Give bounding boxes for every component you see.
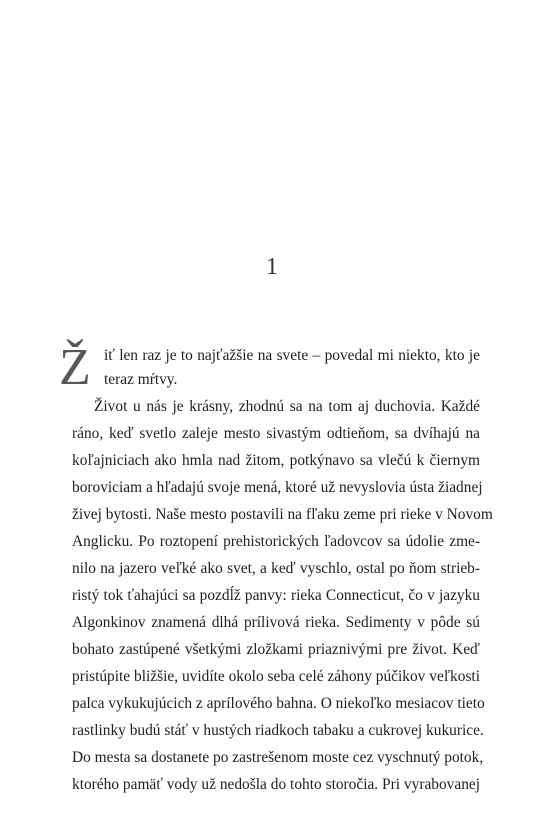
text-line: teraz mŕtvy. xyxy=(104,371,178,388)
text-line: ktorého pamäť vody už nedošla do tohto storočia. Pri vyrabovanej xyxy=(72,776,480,793)
text-line: pristúpite bližšie, uvidíte okolo seba celé záhony púčikov veľkosti xyxy=(72,668,480,685)
text-line: Algonkinov znamená dlhá prílivová rieka. Sedimenty v pôde sú xyxy=(72,614,480,631)
text-line: ráno, keď svetlo zaleje mesto sivastým odtieňom, sa dvíhajú na xyxy=(72,425,480,442)
text-line: živej bytosti. Naše mesto postavili na fľaku zeme pri rieke v Novom xyxy=(72,506,493,523)
text-line: Do mesta sa dostanete po zastrešenom moste cez vyschnutý potok, xyxy=(72,749,484,766)
text-line: iť len raz je to najťažšie na svete – povedal mi niekto, kto je xyxy=(104,347,480,364)
text-line: boroviciam a hľadajú svoje mená, ktoré už nevyslovia ústa žiadnej xyxy=(72,479,483,496)
chapter-number: 1 xyxy=(266,254,278,280)
drop-cap-letter: Ž xyxy=(59,339,91,396)
text-line: Život u nás je krásny, zhodnú sa na tom aj duchovia. Každé xyxy=(94,398,480,415)
text-line: bohato zastúpené všetkými zložkami priaznivými pre život. Keď xyxy=(72,641,480,658)
text-line: nilo na jazero veľké ako svet, a keď vyschlo, ostal po ňom strieb- xyxy=(72,560,480,577)
text-line: ristý tok ťahajúci sa pozdĺž panvy: rieka Connecticut, čo v jazyku xyxy=(72,587,480,604)
text-line: palca vykukujúcich z aprílového bahna. O niekoľko mesiacov tieto xyxy=(72,695,485,712)
text-line: Anglicku. Po roztopení prehistorických ľadovcov sa údolie zme- xyxy=(72,533,480,550)
text-line: koľajniciach ako hmla nad žitom, potkýnavo sa vlečú k čiernym xyxy=(72,452,480,469)
text-line: rastlinky budú stáť v hustých riadkoch tabaku a cukrovej kukurice. xyxy=(72,722,484,739)
